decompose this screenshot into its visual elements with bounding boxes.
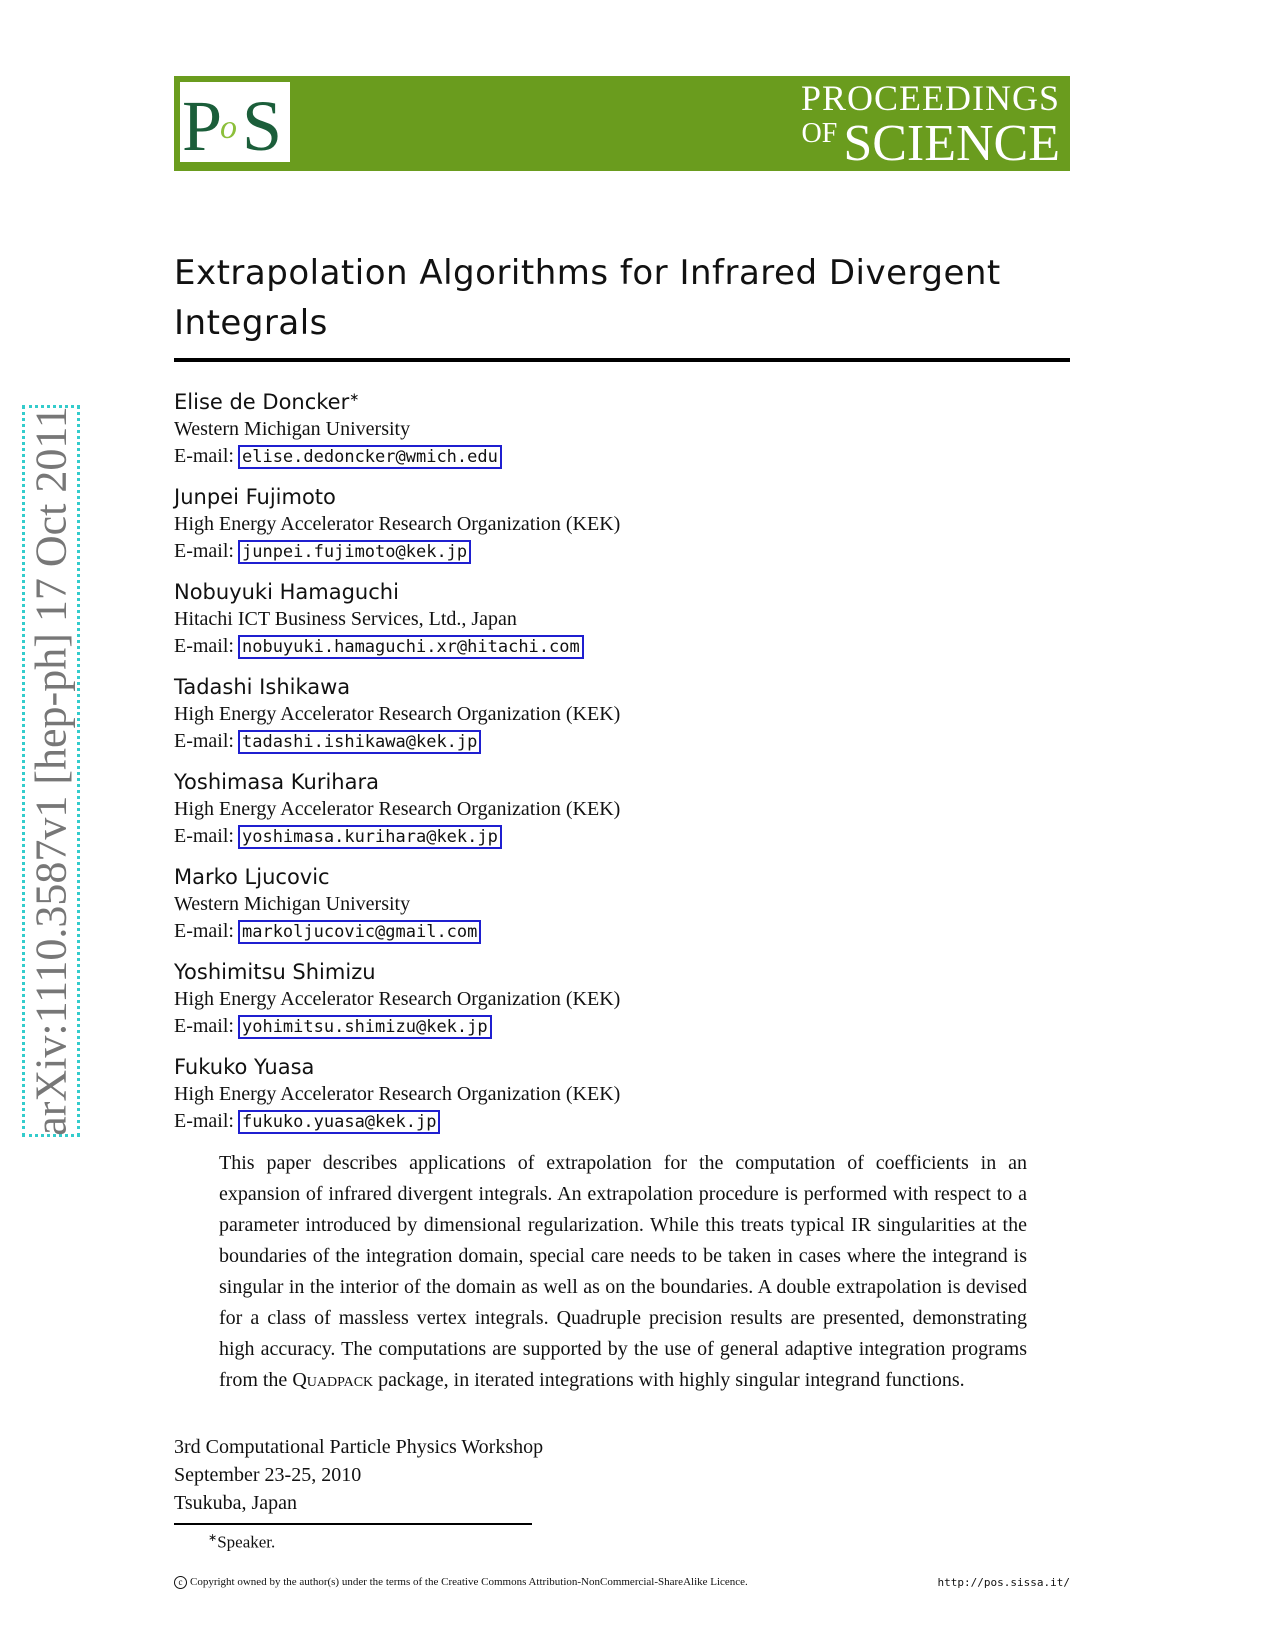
author-block <box>174 958 1074 1041</box>
author-affiliation: Hitachi ICT Business Services, Ltd., Japan <box>174 608 517 630</box>
email-link[interactable]: junpei.fujimoto@kek.jp <box>238 540 471 564</box>
svg-text:P: P <box>182 86 223 162</box>
email-link[interactable]: tadashi.ishikawa@kek.jp <box>238 730 481 754</box>
footnote-text: Speaker. <box>217 1532 276 1552</box>
title-rule <box>174 358 1070 362</box>
author-affiliation: High Energy Accelerator Research Organization (KEK) <box>174 1083 621 1105</box>
author-name: Tadashi Ishikawa <box>174 675 351 699</box>
arxiv-identifier: arXiv:1110.3587v1 [hep-ph] 17 Oct 2011 <box>26 406 76 1136</box>
author-name: Yoshimasa Kurihara <box>174 770 379 794</box>
proceedings-of-science-wordmark <box>801 80 1060 170</box>
paper-title: Extrapolation Algorithms for Infrared Divergent Integrals <box>174 253 1001 343</box>
email-label: E-mail: <box>174 445 234 467</box>
email-label: E-mail: <box>174 1015 234 1037</box>
footnote <box>208 1531 275 1553</box>
email-line <box>174 633 1074 661</box>
author-affiliation: Western Michigan University <box>174 418 411 440</box>
footnote-mark: ∗ <box>208 1532 218 1544</box>
email-label: E-mail: <box>174 920 234 942</box>
email-line <box>174 1013 1074 1041</box>
arxiv-stamp[interactable] <box>22 405 80 1137</box>
banner-of: OF <box>801 118 838 149</box>
conference-info <box>174 1433 543 1517</box>
author-affiliation: High Energy Accelerator Research Organization (KEK) <box>174 798 621 820</box>
copyright-text: Copyright owned by the author(s) under the terms of the Creative Commons Attribution-NonCommercial-ShareAlike Licence. <box>190 1576 748 1588</box>
email-line <box>174 1108 1074 1136</box>
email-label: E-mail: <box>174 635 234 657</box>
conference-name: 3rd Computational Particle Physics Workshop <box>174 1436 544 1458</box>
email-link[interactable]: markoljucovic@gmail.com <box>238 920 481 944</box>
abstract-text: This paper describes applications of extrapolation for the computation of coefficients in an expansion of infrared divergent integrals. An extrapolation procedure is performed with respect to a parameter introduced by dimensional regularization. While this treats typical IR singularities at the boundaries of the integration domain, special care needs to be taken in cases where the integrand is singular in the interior of the domain as well as on the boundaries. A double extrapolation is devised for a class of massless vertex integrals. Quadruple precision results are presented, demonstrating high accuracy. The computations are supported by the use of general adaptive integration programs from the <box>219 1152 1027 1391</box>
author-name-text: Elise de Doncker <box>174 390 350 414</box>
author-block <box>174 1053 1074 1136</box>
banner-science <box>801 115 1060 172</box>
email-link[interactable]: yoshimasa.kurihara@kek.jp <box>238 825 502 849</box>
copyright-icon: c <box>174 1576 187 1589</box>
author-name <box>174 383 1074 416</box>
banner-proceedings: PROCEEDINGS <box>800 78 1060 118</box>
pos-banner <box>174 76 1070 171</box>
author-affiliation: Western Michigan University <box>174 893 411 915</box>
email-label: E-mail: <box>174 825 234 847</box>
author-name: Junpei Fujimoto <box>174 485 336 509</box>
author-list <box>174 383 1074 1148</box>
email-line <box>174 728 1074 756</box>
author-name: Marko Ljucovic <box>174 865 330 889</box>
svg-text:S: S <box>242 86 283 162</box>
author-block <box>174 383 1074 471</box>
conference-dates: September 23-25, 2010 <box>174 1464 362 1486</box>
copyright-notice <box>174 1576 748 1589</box>
email-line <box>174 823 1074 851</box>
conference-location: Tsukuba, Japan <box>174 1492 298 1514</box>
email-line <box>174 443 1074 471</box>
email-link[interactable]: elise.dedoncker@wmich.edu <box>238 445 502 469</box>
abstract-text-end: package, in iterated integrations with highly singular integrand functions. <box>373 1369 965 1391</box>
pos-url-link[interactable]: http://pos.sissa.it/ <box>937 1576 1070 1589</box>
author-name: Yoshimitsu Shimizu <box>174 960 376 984</box>
email-line <box>174 538 1074 566</box>
banner-science-word: SCIENCE <box>843 115 1060 172</box>
author-affiliation: High Energy Accelerator Research Organization (KEK) <box>174 513 621 535</box>
author-block <box>174 578 1074 661</box>
pos-logo-graphic <box>180 82 290 162</box>
email-line <box>174 918 1074 946</box>
email-label: E-mail: <box>174 730 234 752</box>
quadpack-name: Quadpack <box>292 1369 374 1391</box>
email-link[interactable]: yohimitsu.shimizu@kek.jp <box>238 1015 492 1039</box>
footnote-rule <box>174 1523 532 1525</box>
author-affiliation: High Energy Accelerator Research Organization (KEK) <box>174 703 621 725</box>
pos-logo <box>180 82 290 162</box>
email-link[interactable]: nobuyuki.hamaguchi.xr@hitachi.com <box>238 635 584 659</box>
author-affiliation: High Energy Accelerator Research Organization (KEK) <box>174 988 621 1010</box>
email-label: E-mail: <box>174 540 234 562</box>
svg-text:o: o <box>220 109 237 146</box>
email-link[interactable]: fukuko.yuasa@kek.jp <box>238 1110 440 1134</box>
speaker-mark: ∗ <box>349 390 360 404</box>
abstract <box>219 1148 1027 1396</box>
author-block <box>174 863 1074 946</box>
author-block <box>174 768 1074 851</box>
author-block <box>174 673 1074 756</box>
author-name: Nobuyuki Hamaguchi <box>174 580 399 604</box>
author-name: Fukuko Yuasa <box>174 1055 315 1079</box>
email-label: E-mail: <box>174 1110 234 1132</box>
author-block <box>174 483 1074 566</box>
